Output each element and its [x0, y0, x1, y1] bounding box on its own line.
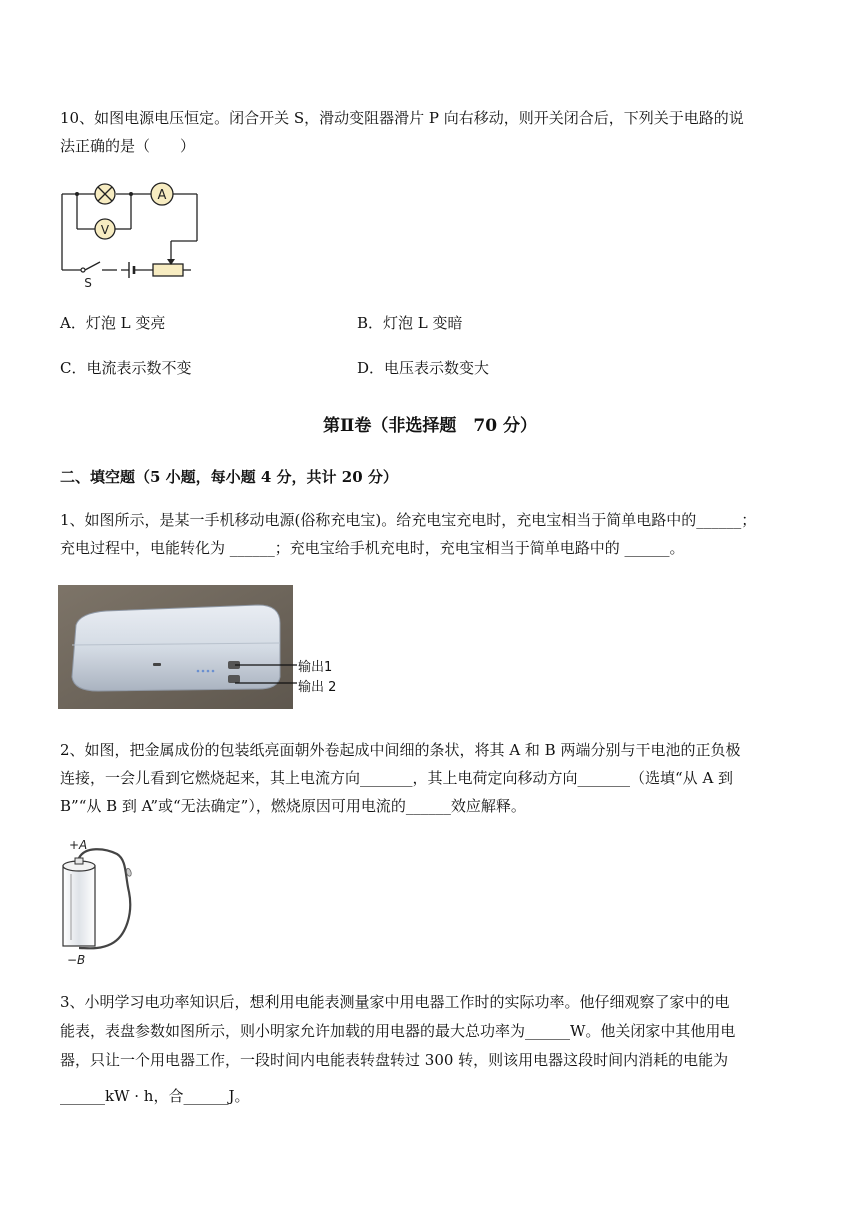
section-title: 第Ⅱ卷（非选择题 70 分）: [323, 416, 537, 436]
q1-text-line2: 充电过程中，电能转化为 ______；充电宝给手机充电时，充电宝相当于简单电路中的 ______。: [60, 539, 685, 557]
dry-cell-icon: [63, 866, 95, 946]
q2-text-line1: 2、如图，把金属成份的包装纸亮面朝外卷起成中间细的条状，将其 A 和 B 两端分别与干电池的正负极: [60, 741, 741, 759]
q10-option-a: A．灯泡 L 变亮: [60, 314, 166, 332]
battery-foil-figure: [55, 836, 150, 971]
q3-text-line3: 器，只让一个用电器工作，一段时间内电能表转盘转过 300 转，则该用电器这段时间内消耗的电能为: [60, 1051, 729, 1069]
output1-label: 输出1: [298, 660, 333, 675]
rheostat-icon: [153, 264, 183, 276]
q2-text-line3: B”“从 B 到 A”或“无法确定”），燃烧原因可用电流的______效应解释。: [60, 797, 526, 815]
q10-option-d: D．电压表示数变大: [357, 359, 490, 377]
q2-text-line2: 连接，一会儿看到它燃烧起来，其上电流方向_______，其上电荷定向移动方向_______（选填“从 A 到: [60, 769, 734, 787]
input-port-icon: [153, 663, 161, 666]
output2-label: 输出 2: [298, 680, 337, 695]
q10-text-line2: 法正确的是（ ）: [60, 137, 196, 155]
q10-option-b: B．灯泡 L 变暗: [357, 314, 463, 332]
minus-b-label: −B: [67, 953, 86, 967]
plus-a-label: +A: [69, 838, 88, 852]
circuit-diagram: [55, 178, 205, 293]
q3-text-line4: ______kW · h，合______J。: [60, 1087, 250, 1105]
output-leader-lines: [235, 656, 300, 696]
ammeter-label: A: [157, 188, 167, 203]
q10-option-c: C．电流表示数不变: [60, 359, 192, 377]
voltmeter-label: V: [100, 223, 110, 237]
q3-text-line1: 3、小明学习电功率知识后，想利用电能表测量家中用电器工作时的实际功率。他仔细观察了家中的电: [60, 993, 730, 1011]
q10-text-line1: 10、如图电源电压恒定。闭合开关 S，滑动变阻器滑片 P 向右移动，则开关闭合后，下列关于电路的说: [60, 109, 744, 127]
q3-text-line2: 能表，表盘参数如图所示，则小明家允许加载的用电器的最大总功率为______W。他关闭家中其他用电: [60, 1022, 736, 1040]
flame-icon: [126, 868, 131, 876]
lamp-icon: [95, 184, 115, 204]
part-title: 二、填空题（5 小题，每小题 4 分，共计 20 分）: [60, 468, 398, 486]
switch-label: S: [84, 276, 92, 290]
q1-text-line1: 1、如图所示，是某一手机移动电源(俗称充电宝)。给充电宝充电时，充电宝相当于简单电路中的______；: [60, 511, 757, 529]
switch-terminal-icon: [81, 268, 85, 272]
